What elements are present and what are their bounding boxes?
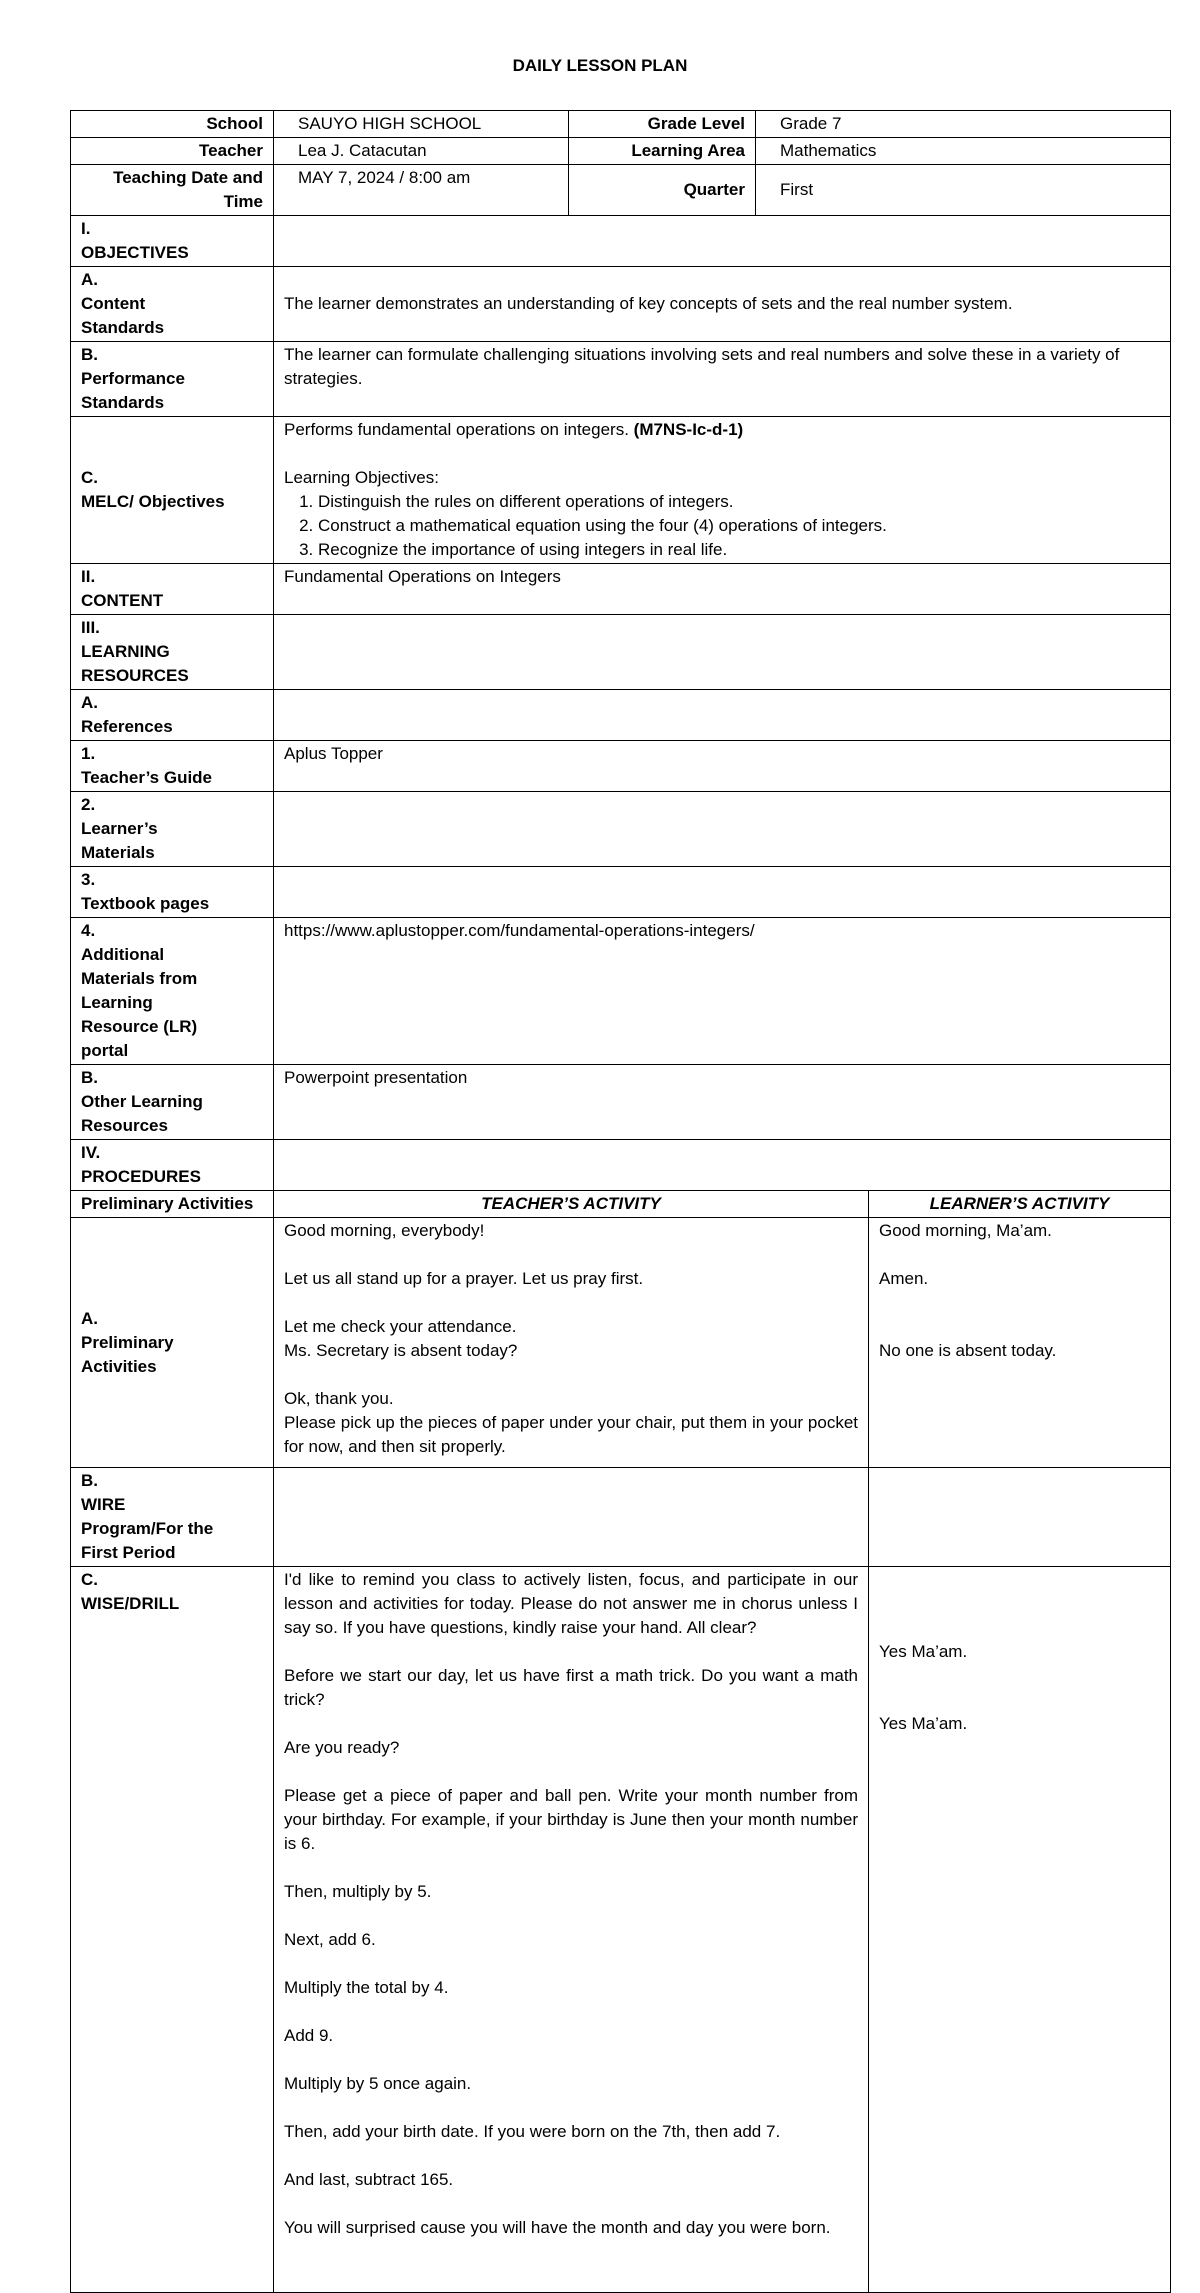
teacher-line: Ms. Secretary is absent today? — [284, 1341, 518, 1360]
activities-header-row — [71, 1191, 1171, 1218]
section-number: A. — [81, 1308, 98, 1328]
learner-line: Good morning, Ma’am. — [879, 1221, 1052, 1240]
performance-standards-row — [71, 342, 1171, 417]
teacher-line: Please pick up the pieces of paper under your chair, put them in your pocket for now, and then sit properly. — [284, 1413, 858, 1456]
section-number: C. — [81, 468, 98, 487]
section-label: WIRE Program/For the First Period — [81, 1495, 214, 1562]
quarter-value: First — [756, 165, 1171, 216]
section-label: Textbook pages — [81, 894, 210, 913]
section-label: References — [81, 717, 173, 736]
section-number: B. — [81, 345, 98, 364]
wise-label — [71, 1567, 274, 2293]
teacher-line: Let us all stand up for a prayer. Let us pray first. — [284, 1269, 644, 1288]
wire-learner — [869, 1468, 1171, 1567]
additional-materials-label — [71, 918, 274, 1065]
learners-materials-label — [71, 792, 274, 867]
objectives-value — [274, 216, 1171, 267]
other-resources-row — [71, 1065, 1171, 1140]
teacher-row — [71, 138, 1171, 165]
section-label: WISE/DRILL — [81, 1594, 180, 1613]
learner-line: Yes Ma’am. — [879, 1642, 968, 1661]
school-value: SAUYO HIGH SCHOOL — [274, 111, 569, 138]
section-label: Learner’s Materials — [81, 819, 158, 862]
teacher-paragraph: Please get a piece of paper and ball pen. Write your month number from your birthday. For example, if your birthday is June then your month number is 6. — [284, 1786, 858, 1853]
wire-row — [71, 1468, 1171, 1567]
section-number: C. — [81, 1570, 98, 1589]
list-item: 2. Construct a mathematical equation using the four (4) operations of integers. — [318, 514, 1160, 538]
learning-objectives-title: Learning Objectives: — [284, 468, 439, 487]
section-number: A. — [81, 693, 98, 712]
section-number: II. — [81, 567, 96, 586]
teacher-label: Teacher — [71, 138, 274, 165]
learners-activity-header: LEARNER’S ACTIVITY — [869, 1191, 1171, 1218]
objectives-label — [71, 216, 274, 267]
performance-standards-value: The learner can formulate challenging situations involving sets and real numbers and solve these in a variety of strategies. — [274, 342, 1171, 417]
section-label: LEARNING RESOURCES — [81, 642, 189, 685]
content-value: Fundamental Operations on Integers — [274, 564, 1171, 615]
teaching-date-label-line2: Time — [223, 192, 263, 211]
section-label: Additional Materials from Learning Resource (LR) portal — [81, 945, 198, 1060]
teacher-paragraph: Then, multiply by 5. — [284, 1882, 432, 1901]
activities-header-label: Preliminary Activities — [71, 1191, 274, 1218]
section-number: B. — [81, 1471, 98, 1490]
teaching-date-label — [71, 165, 274, 216]
list-item: 3. Recognize the importance of using integers in real life. — [318, 538, 1160, 562]
melc-value — [274, 417, 1171, 564]
content-row — [71, 564, 1171, 615]
teacher-line: Let me check your attendance. — [284, 1317, 517, 1336]
grade-level-value: Grade 7 — [756, 111, 1171, 138]
learning-area-label: Learning Area — [569, 138, 756, 165]
preliminary-teacher — [274, 1218, 869, 1468]
teacher-paragraph: Add 9. — [284, 2026, 334, 2045]
textbook-pages-label — [71, 867, 274, 918]
additional-materials-value: https://www.aplustopper.com/fundamental-operations-integers/ — [274, 918, 1171, 1065]
learning-area-value: Mathematics — [756, 138, 1171, 165]
teachers-activity-header: TEACHER’S ACTIVITY — [274, 1191, 869, 1218]
preliminary-label — [71, 1218, 274, 1468]
section-label: OBJECTIVES — [81, 243, 189, 262]
section-label: Other Learning Resources — [81, 1092, 203, 1135]
wise-teacher — [274, 1567, 869, 2293]
section-number: I. — [81, 219, 91, 238]
teachers-guide-label — [71, 741, 274, 792]
section-number: 3. — [81, 870, 96, 889]
learning-resources-row — [71, 615, 1171, 690]
section-label: PROCEDURES — [81, 1167, 201, 1186]
section-number: B. — [81, 1068, 98, 1087]
teacher-line: Good morning, everybody! — [284, 1221, 485, 1240]
content-standards-row — [71, 267, 1171, 342]
school-label: School — [71, 111, 274, 138]
references-row — [71, 690, 1171, 741]
textbook-pages-value — [274, 867, 1171, 918]
teachers-guide-value: Aplus Topper — [274, 741, 1171, 792]
list-item: 1. Distinguish the rules on different operations of integers. — [318, 490, 1160, 514]
teacher-paragraph: And last, subtract 165. — [284, 2170, 454, 2189]
wire-teacher — [274, 1468, 869, 1567]
performance-standards-label — [71, 342, 274, 417]
wise-row — [71, 1567, 1171, 2293]
procedures-label — [71, 1140, 274, 1191]
date-row — [71, 165, 1171, 216]
section-label: MELC/ Objectives — [81, 492, 225, 511]
teacher-paragraph: Are you ready? — [284, 1738, 400, 1757]
teacher-paragraph: Multiply the total by 4. — [284, 1978, 449, 1997]
teacher-line: Ok, thank you. — [284, 1389, 394, 1408]
learning-resources-label — [71, 615, 274, 690]
content-standards-label — [71, 267, 274, 342]
other-resources-value: Powerpoint presentation — [274, 1065, 1171, 1140]
teacher-paragraph: Then, add your birth date. If you were born on the 7th, then add 7. — [284, 2122, 781, 2141]
section-label: Teacher’s Guide — [81, 768, 213, 787]
learners-materials-value — [274, 792, 1171, 867]
section-label: Preliminary Activities — [81, 1332, 174, 1376]
wise-learner — [869, 1567, 1171, 2293]
melc-intro-text: Performs fundamental operations on integers. — [284, 420, 629, 439]
section-number: 1. — [81, 744, 96, 763]
textbook-pages-row — [71, 867, 1171, 918]
section-number: III. — [81, 618, 100, 637]
teacher-paragraph: I'd like to remind you class to actively listen, focus, and participate in our lesson and activities for today. Please do not answer me in chorus unless I say so. If you have questions, kindly raise your hand. All clear? — [284, 1570, 858, 1637]
procedures-value — [274, 1140, 1171, 1191]
lesson-plan-table — [70, 110, 1171, 2293]
teacher-paragraph: You will surprised cause you will have the month and day you were born. — [284, 2218, 831, 2237]
section-label: CONTENT — [81, 591, 164, 610]
teacher-value: Lea J. Catacutan — [274, 138, 569, 165]
preliminary-row — [71, 1218, 1171, 1468]
learner-line: No one is absent today. — [879, 1341, 1057, 1360]
content-label — [71, 564, 274, 615]
melc-label — [71, 417, 274, 564]
section-label: Content Standards — [81, 294, 165, 337]
teaching-date-value: MAY 7, 2024 / 8:00 am — [274, 165, 569, 216]
page-title: DAILY LESSON PLAN — [512, 56, 688, 75]
objectives-row — [71, 216, 1171, 267]
learner-line: Amen. — [879, 1269, 929, 1288]
other-resources-label — [71, 1065, 274, 1140]
teacher-paragraph: Before we start our day, let us have first a math trick. Do you want a math trick? — [284, 1666, 858, 1709]
melc-code: (M7NS-Ic-d-1) — [633, 420, 744, 439]
teaching-date-label-line1: Teaching Date and — [113, 168, 263, 187]
teacher-paragraph: Multiply by 5 once again. — [284, 2074, 472, 2093]
school-row — [71, 111, 1171, 138]
section-number: 4. — [81, 921, 96, 940]
teacher-paragraph: Next, add 6. — [284, 1930, 376, 1949]
learner-line: Yes Ma’am. — [879, 1714, 968, 1733]
section-number: A. — [81, 270, 98, 289]
melc-row — [71, 417, 1171, 564]
content-standards-value: The learner demonstrates an understanding of key concepts of sets and the real number system. — [274, 267, 1171, 342]
section-number: IV. — [81, 1143, 101, 1162]
grade-level-label: Grade Level — [569, 111, 756, 138]
section-label: Performance Standards — [81, 369, 185, 412]
references-value — [274, 690, 1171, 741]
quarter-label: Quarter — [569, 165, 756, 216]
wire-label — [71, 1468, 274, 1567]
section-number: 2. — [81, 795, 96, 814]
learning-objectives-list — [284, 490, 1160, 562]
procedures-row — [71, 1140, 1171, 1191]
additional-materials-row — [71, 918, 1171, 1065]
learning-resources-value — [274, 615, 1171, 690]
melc-intro — [284, 418, 1160, 442]
references-label — [71, 690, 274, 741]
learners-materials-row — [71, 792, 1171, 867]
preliminary-learner — [869, 1218, 1171, 1468]
teachers-guide-row — [71, 741, 1171, 792]
